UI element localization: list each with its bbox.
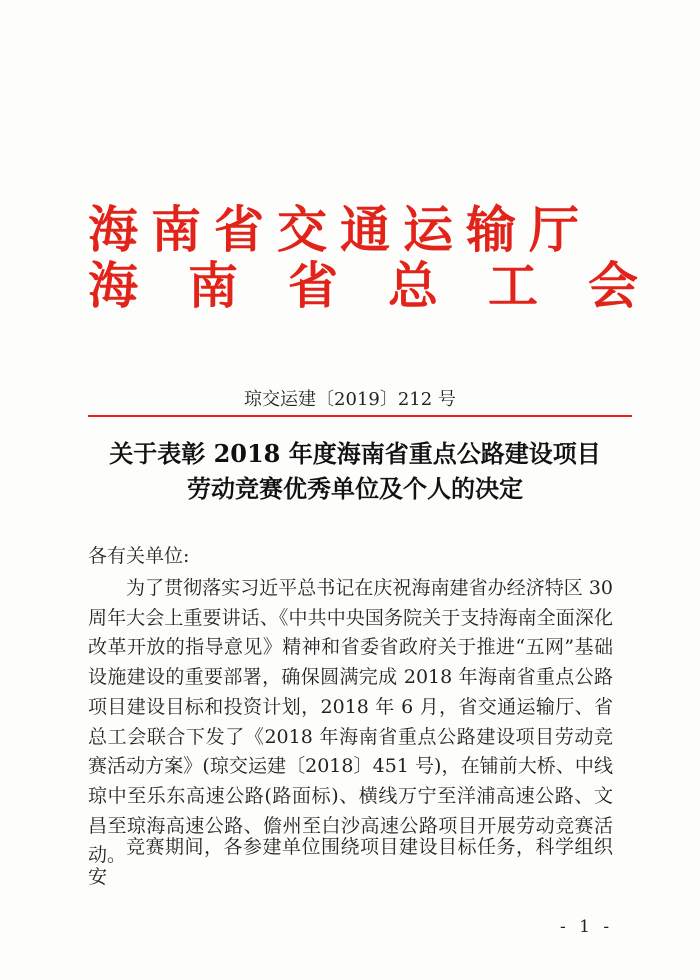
issuing-org-line-1: 海南省交通运输厅 — [88, 200, 592, 259]
issuing-org-line-2: 海南省总工会 — [88, 256, 688, 315]
body-paragraph-2: 竞赛期间，各参建单位围绕项目建设目标任务，科学组织安 — [88, 836, 613, 888]
document-title-line-2: 劳动竞赛优秀单位及个人的决定 — [187, 474, 523, 503]
document-title-line-1: 关于表彰 2018 年度海南省重点公路建设项目 — [109, 439, 601, 468]
document-number: 琼交运建〔2019〕212 号 — [244, 389, 456, 410]
red-divider — [88, 415, 632, 417]
page-number: - 1 - — [560, 917, 614, 937]
salutation: 各有关单位: — [88, 545, 190, 567]
body-paragraph-1: 为了贯彻落实习近平总书记在庆祝海南建省办经济特区 30 周年大会上重要讲话、《中共中央国务院关于支持海南全面深化改革开放的指导意见》精神和省委省政府关于推进“五网”基础设施建设的重要部署，确保圆满完成 2018 年海南省重点公路项目建设目标和投资计划，2018 年 6 月，省交通运输厅、省总工会联合下发了《2018 年海南省重点公路建设项目劳动竞赛活动方案》(琼交运建〔2018〕451 号)，在铺前大桥、中线琼中至乐东高速公路(路面标)、横线万宁至洋浦高速公路、文昌至琼海高速公路、儋州至白沙高速公路项目开展劳动竞赛活动。 — [88, 577, 613, 867]
